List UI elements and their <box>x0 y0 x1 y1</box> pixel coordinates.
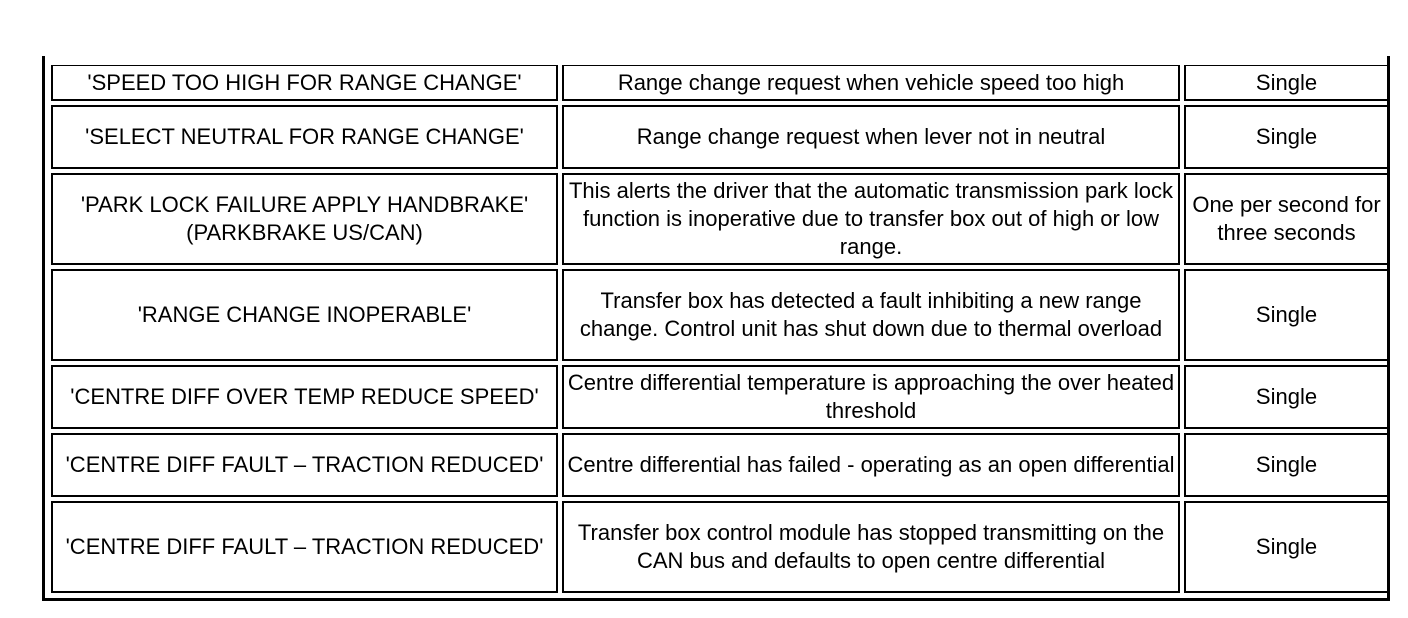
description-cell: Range change request when lever not in neutral <box>562 105 1180 169</box>
table-row <box>51 501 1389 593</box>
table-row <box>51 269 1389 361</box>
warning-cell: Single <box>1184 433 1389 497</box>
description-cell: Centre differential temperature is approaching the over heated threshold <box>562 365 1180 429</box>
description-cell: Transfer box has detected a fault inhibiting a new range change. Control unit has shut down due to thermal overload <box>562 269 1180 361</box>
table-row <box>51 173 1389 265</box>
table-row <box>51 365 1389 429</box>
warning-cell: One per second for three seconds <box>1184 173 1389 265</box>
warning-cell: Single <box>1184 501 1389 593</box>
message-cell: 'PARK LOCK FAILURE APPLY HANDBRAKE' (PARKBRAKE US/CAN) <box>51 173 558 265</box>
table-row <box>51 105 1389 169</box>
warning-cell: Single <box>1184 269 1389 361</box>
description-cell: Range change request when vehicle speed too high <box>562 65 1180 101</box>
message-cell: 'CENTRE DIFF OVER TEMP REDUCE SPEED' <box>51 365 558 429</box>
table-frame <box>42 56 1390 601</box>
warning-cell: Single <box>1184 105 1389 169</box>
message-cell: 'RANGE CHANGE INOPERABLE' <box>51 269 558 361</box>
description-cell: Centre differential has failed - operating as an open differential <box>562 433 1180 497</box>
message-cell: 'SELECT NEUTRAL FOR RANGE CHANGE' <box>51 105 558 169</box>
description-cell: Transfer box control module has stopped transmitting on the CAN bus and defaults to open centre differential <box>562 501 1180 593</box>
message-cell: 'SPEED TOO HIGH FOR RANGE CHANGE' <box>51 65 558 101</box>
description-cell: This alerts the driver that the automatic transmission park lock function is inoperative due to transfer box out of high or low range. <box>562 173 1180 265</box>
message-cell: 'CENTRE DIFF FAULT – TRACTION REDUCED' <box>51 433 558 497</box>
message-table <box>47 61 1393 597</box>
warning-cell: Single <box>1184 365 1389 429</box>
warning-cell: Single <box>1184 65 1389 101</box>
table-row <box>51 433 1389 497</box>
table-row <box>51 65 1389 101</box>
message-cell: 'CENTRE DIFF FAULT – TRACTION REDUCED' <box>51 501 558 593</box>
